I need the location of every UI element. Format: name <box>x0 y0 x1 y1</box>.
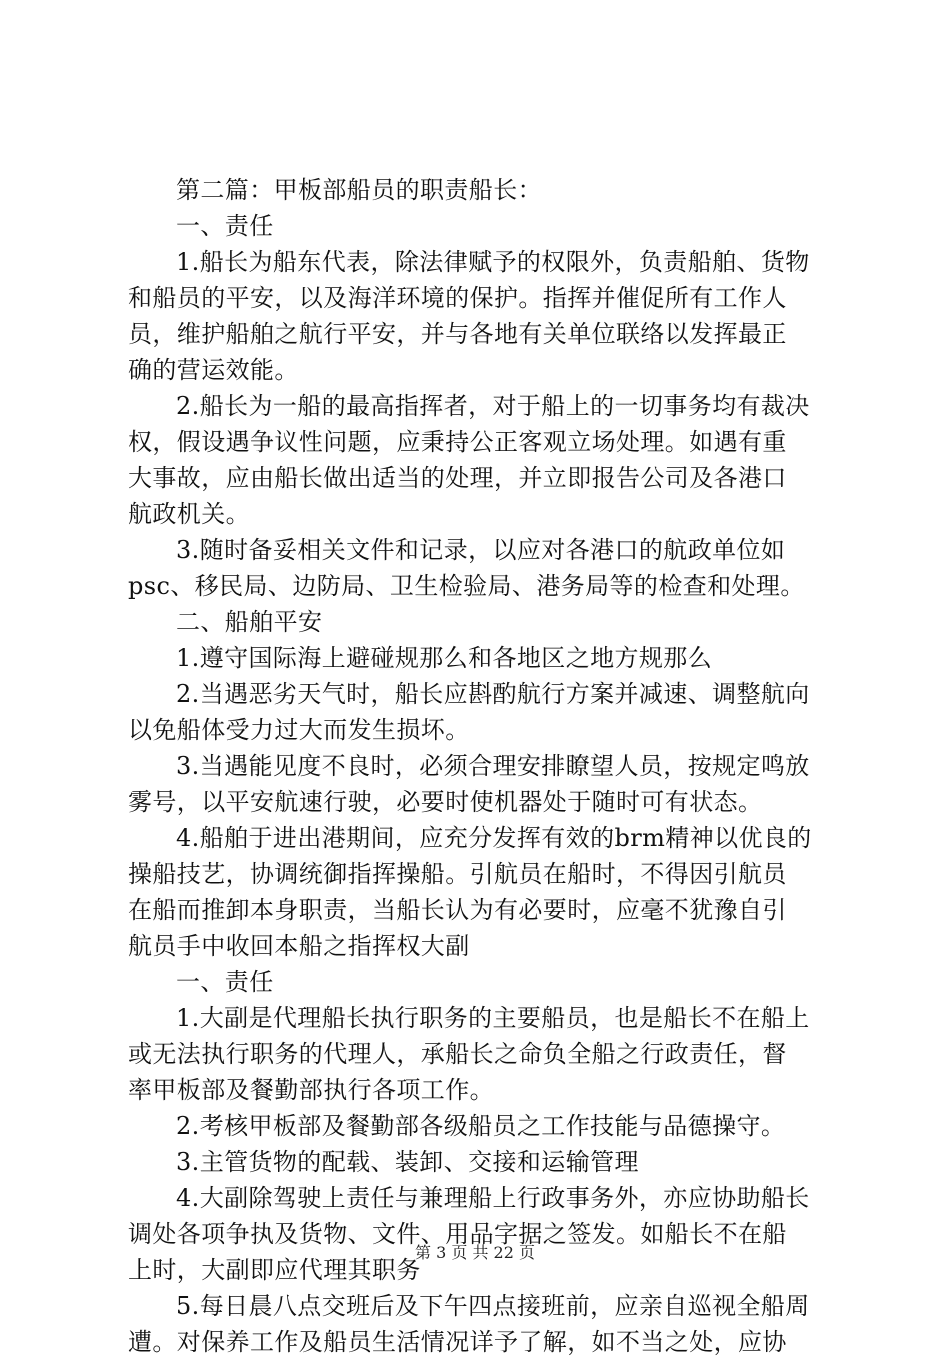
text-line: 一、责任 <box>176 212 274 240</box>
text-line: 1.船长为船东代表，除法律赋予的权限外，负责船舶、货物 <box>176 248 810 276</box>
text-line: psc、移民局、边防局、卫生检验局、港务局等的检查和处理。 <box>128 572 805 600</box>
text-line: 1.遵守国际海上避碰规那么和各地区之地方规那么 <box>176 644 713 672</box>
text-line: 2.当遇恶劣天气时，船长应斟酌航行方案并减速、调整航向 <box>176 680 810 708</box>
text-line: 在船而推卸本身职责，当船长认为有必要时，应毫不犹豫自引 <box>128 896 787 924</box>
text-line: 4.大副除驾驶上责任与兼理船上行政事务外，亦应协助船长 <box>176 1184 810 1212</box>
text-line: 大事故，应由船长做出适当的处理，并立即报告公司及各港口 <box>128 464 787 492</box>
text-line: 2.船长为一船的最高指挥者，对于船上的一切事务均有裁决 <box>176 392 810 420</box>
text-line: 遭。对保养工作及船员生活情况详予了解，如不当之处，应协 <box>128 1328 787 1356</box>
text-line: 率甲板部及餐勤部执行各项工作。 <box>128 1076 494 1104</box>
text-line: 一、责任 <box>176 968 274 996</box>
text-line: 或无法执行职务的代理人，承船长之命负全船之行政责任，督 <box>128 1040 787 1068</box>
text-line: 3.主管货物的配载、装卸、交接和运输管理 <box>176 1148 639 1176</box>
text-line: 1.大副是代理船长执行职务的主要船员，也是船长不在船上 <box>176 1004 810 1032</box>
page-indicator: 第 3 页 共 22 页 <box>415 1243 535 1262</box>
text-line: 操船技艺，协调统御指挥操船。引航员在船时，不得因引航员 <box>128 860 787 888</box>
text-line: 员，维护船舶之航行平安，并与各地有关单位联络以发挥最正 <box>128 320 787 348</box>
text-line: 第二篇：甲板部船员的职责船长： <box>176 176 542 204</box>
document-body <box>128 172 828 1360</box>
text-line: 3.当遇能见度不良时，必须合理安排瞭望人员，按规定鸣放 <box>176 752 810 780</box>
page-footer <box>0 1243 950 1263</box>
text-line: 上时，大副即应代理其职务 <box>128 1256 421 1284</box>
text-line: 调处各项争执及货物、文件、用品字据之签发。如船长不在船 <box>128 1220 787 1248</box>
text-line: 航员手中收回本船之指挥权大副 <box>128 932 470 960</box>
text-line: 以免船体受力过大而发生损坏。 <box>128 716 470 744</box>
text-line: 2.考核甲板部及餐勤部各级船员之工作技能与品德操守。 <box>176 1112 786 1140</box>
text-line: 4.船舶于进出港期间，应充分发挥有效的brm精神以优良的 <box>176 824 812 852</box>
text-line: 雾号，以平安航速行驶，必要时使机器处于随时可有状态。 <box>128 788 763 816</box>
text-line: 和船员的平安，以及海洋环境的保护。指挥并催促所有工作人 <box>128 284 787 312</box>
text-line: 确的营运效能。 <box>128 356 299 384</box>
text-line: 航政机关。 <box>128 500 250 528</box>
text-line: 3.随时备妥相关文件和记录，以应对各港口的航政单位如 <box>176 536 786 564</box>
text-line: 权，假设遇争议性问题，应秉持公正客观立场处理。如遇有重 <box>128 428 787 456</box>
text-line: 5.每日晨八点交班后及下午四点接班前，应亲自巡视全船周 <box>176 1292 810 1320</box>
text-line: 二、船舶平安 <box>176 608 323 636</box>
